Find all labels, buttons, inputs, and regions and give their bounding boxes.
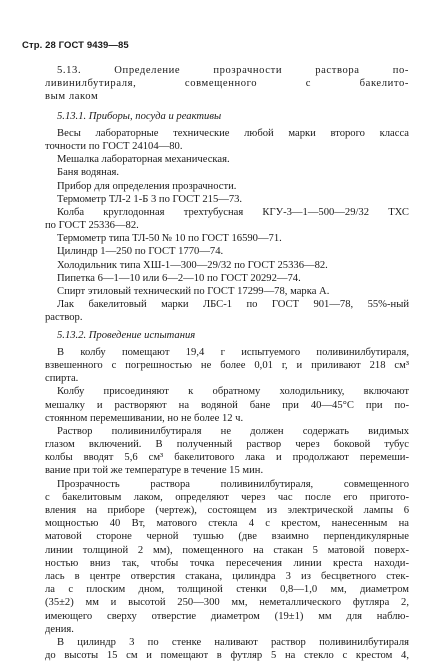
subsection-title-equipment: 5.13.1. Приборы, посуда и реактивы xyxy=(57,110,222,122)
procedure-paragraph xyxy=(45,346,409,386)
paragraph-line: ла с плоским дном, толщиной стенки 0,8—1,0 мм, диаметром xyxy=(45,584,409,596)
equipment-line: Спирт этиловый технический по ГОСТ 17299—78, марка А. xyxy=(57,286,330,297)
paragraph-line: мешалку и растворяют на водяной бане при 40—45°С при по- xyxy=(45,399,409,411)
paragraph-line: Колбу присоединяют к обратному холодильнику, включают xyxy=(57,386,409,398)
paragraph-line: матовой стороне черной тушью (две взаимно перпендикулярные xyxy=(45,531,409,543)
equipment-line: Лак бакелитовый марки ЛБС-1 по ГОСТ 901—78, 55%-ный xyxy=(57,299,409,311)
paragraph-line: линии толщиной 2 мм), помещенного на стакан 5 матовой поверх- xyxy=(45,544,409,556)
paragraph-line: имеющего сверху отверстие диаметром (19±1) мм для наблю- xyxy=(45,610,409,622)
procedure-paragraph xyxy=(45,636,409,662)
procedure-paragraph xyxy=(45,478,409,636)
section-title-line: 5.13. Определение прозрачности раствора по- xyxy=(57,65,409,76)
paragraph-line: Раствор поливинилбутираля не должен содержать видимых xyxy=(57,425,409,437)
paragraph-line: дения. xyxy=(45,623,74,635)
paragraph-line: взвешенного с погрешностью не более 0,01 г, и приливают 218 см³ xyxy=(45,359,409,371)
paragraph-line: мощностью 40 Вт, матового стекла 4 с крестом, нанесенным на xyxy=(45,518,409,530)
paragraph-line: вления на приборе (чертеж), состоящем из электрической лампы 6 xyxy=(45,505,409,516)
equipment-line: Колба круглодонная трехтубусная КГУ-3—1—500—29/32 ТХС xyxy=(57,206,409,218)
equipment-line: раствор. xyxy=(45,312,83,324)
paragraph-line: ностью вниз так, чтобы точка пересечения линии креста находи- xyxy=(45,557,409,569)
procedure-paragraph xyxy=(45,425,409,478)
paragraph-line: Прозрачность раствора поливинилбутираля, совмещенного xyxy=(57,478,409,490)
equipment-line: Цилиндр 1—250 по ГОСТ 1770—74. xyxy=(57,246,224,258)
equipment-line: точности по ГОСТ 24104—80. xyxy=(45,140,183,152)
equipment-line: Термометр типа ТЛ-50 № 10 по ГОСТ 16590—71. xyxy=(57,233,282,245)
paragraph-line: лась в центре отверстия стакана, цилиндра 3 из бесцветного стек- xyxy=(45,570,409,582)
paragraph-line: колбы вводят 5,6 см³ бакелитового лака и продолжают перемеши- xyxy=(45,452,409,464)
section-title-line: ливинилбутираля, совмещенного с бакелито- xyxy=(45,78,409,90)
section-title-line: вым лаком xyxy=(45,91,99,103)
paragraph-line: стоянном перемешивании, но не более 12 ч. xyxy=(45,412,244,424)
paragraph-line: до высоты 15 см и помещают в футляр 5 на стекло с крестом 4, xyxy=(45,650,409,662)
procedure-paragraph xyxy=(45,385,409,425)
page-header: Стр. 28 ГОСТ 9439—85 xyxy=(22,40,129,51)
equipment-line: Прибор для определения прозрачности. xyxy=(57,180,237,192)
paragraph-line: В колбу помещают 19,4 г испытуемого поливинилбутираля, xyxy=(57,346,409,358)
paragraph-line: (35±2) мм и высотой 250—300 мм, неметаллического футляра 2, xyxy=(45,597,409,609)
document-body xyxy=(45,64,409,662)
equipment-line: Мешалка лабораторная механическая. xyxy=(57,154,230,166)
paragraph-line: глазом включений. В полученный раствор через боковой тубус xyxy=(45,439,409,451)
paragraph-line: с бакелитовым лаком, определяют через час после его пригото- xyxy=(45,491,409,503)
equipment-list xyxy=(45,127,409,325)
equipment-line: Весы лабораторные технические любой марки второго класса xyxy=(57,127,409,139)
equipment-line: Баня водяная. xyxy=(57,167,120,179)
subsection-title-procedure: 5.13.2. Проведение испытания xyxy=(57,329,196,341)
section-title xyxy=(45,64,409,104)
equipment-line: Пипетка 6—1—10 или 6—2—10 по ГОСТ 20292—74. xyxy=(57,272,301,284)
equipment-line: Холодильник типа ХШ-1—300—29/32 по ГОСТ 25336—82. xyxy=(57,259,328,271)
equipment-line: по ГОСТ 25336—82. xyxy=(45,220,139,232)
paragraph-line: В цилиндр 3 по стенке наливают раствор поливинилбутираля xyxy=(57,636,409,648)
paragraph-line: вание при той же температуре в течение 15 мин. xyxy=(45,465,264,477)
equipment-line: Термометр ТЛ-2 1-Б 3 по ГОСТ 215—73. xyxy=(57,193,243,205)
paragraph-line: спирта. xyxy=(45,373,79,385)
